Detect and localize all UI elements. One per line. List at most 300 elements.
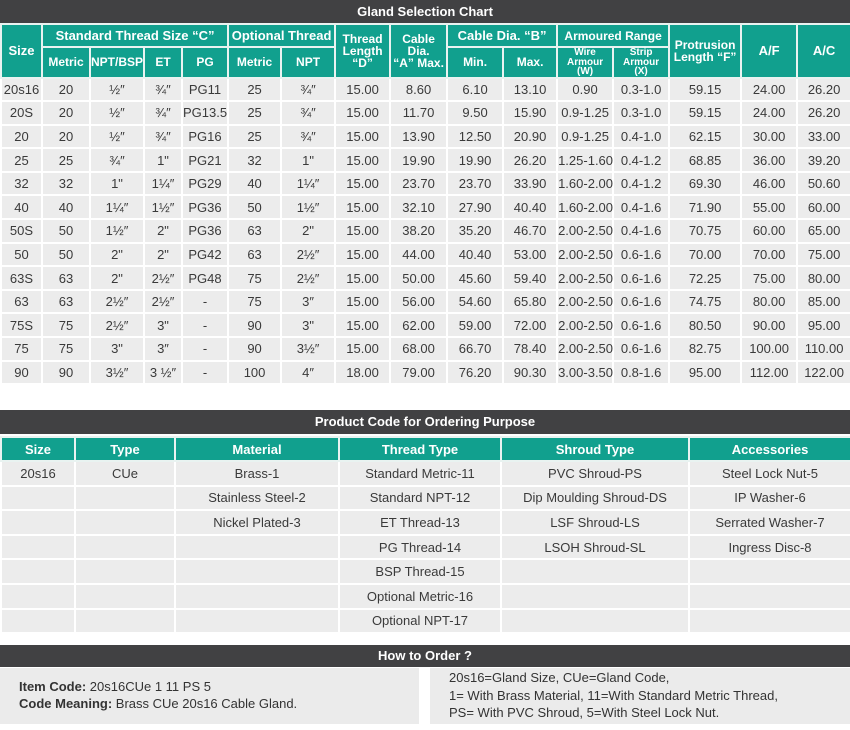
cell-size (1, 535, 75, 560)
cell-protrusion-length: 82.75 (669, 337, 741, 361)
header-protrusion-line2: Length “F” (673, 49, 737, 64)
cell-opt-npt: 2½″ (281, 266, 335, 290)
cell-std-metric: 20 (42, 78, 90, 102)
header-cable-a-line2: “A” Max. (393, 55, 444, 70)
cell-std-et: 1½″ (144, 195, 182, 219)
cell-strip-armour: 0.8-1.6 (613, 361, 669, 385)
cell-wire-armour: 2.00-2.50 (557, 313, 613, 337)
cell-ac: 110.00 (797, 337, 850, 361)
cell-opt-metric: 25 (228, 78, 281, 102)
cell-std-pg: - (182, 361, 228, 385)
cell-std-metric: 63 (42, 290, 90, 314)
cell-cable-b-max: 90.30 (503, 361, 557, 385)
cell-std-pg: - (182, 313, 228, 337)
cell-ac: 122.00 (797, 361, 850, 385)
cell-opt-metric: 50 (228, 195, 281, 219)
table-row (1, 243, 850, 267)
cell-std-pg: PG36 (182, 195, 228, 219)
table-row (1, 510, 850, 535)
header-pc-type: Type (75, 437, 175, 461)
cell-std-npt-bsp: 1¼″ (90, 195, 144, 219)
cell-std-metric: 20 (42, 125, 90, 149)
cell-std-metric: 40 (42, 195, 90, 219)
cell-std-metric: 90 (42, 361, 90, 385)
cell-size: 40 (1, 195, 42, 219)
cell-type (75, 535, 175, 560)
cell-cable-a-max: 11.70 (390, 101, 447, 125)
cell-size: 63 (1, 290, 42, 314)
gland-selection-body (1, 78, 850, 385)
cell-cable-b-max: 26.20 (503, 148, 557, 172)
cell-std-pg: PG16 (182, 125, 228, 149)
cell-std-pg: PG48 (182, 266, 228, 290)
cell-cable-a-max: 44.00 (390, 243, 447, 267)
cell-size: 63S (1, 266, 42, 290)
table-row (1, 313, 850, 337)
cell-wire-armour: 0.9-1.25 (557, 101, 613, 125)
cell-cable-b-max: 46.70 (503, 219, 557, 243)
cell-opt-metric: 63 (228, 243, 281, 267)
cell-material: Stainless Steel-2 (175, 486, 339, 511)
cell-cable-a-max: 13.90 (390, 125, 447, 149)
cell-std-npt-bsp: 1" (90, 172, 144, 196)
cell-accessories (689, 584, 850, 609)
cell-wire-armour: 3.00-3.50 (557, 361, 613, 385)
cell-strip-armour: 0.4-1.6 (613, 195, 669, 219)
table-row (1, 172, 850, 196)
cell-thread-length: 15.00 (335, 219, 390, 243)
cell-cable-a-max: 56.00 (390, 290, 447, 314)
code-meaning-line (19, 695, 419, 712)
cell-size: 75 (1, 337, 42, 361)
table-row (1, 559, 850, 584)
cell-shroud-type (501, 584, 689, 609)
cell-thread-type: PG Thread-14 (339, 535, 501, 560)
cell-thread-type: Optional NPT-17 (339, 609, 501, 634)
table-row (1, 337, 850, 361)
cell-type (75, 510, 175, 535)
cell-ac: 80.00 (797, 266, 850, 290)
cell-shroud-type: PVC Shroud-PS (501, 461, 689, 486)
cell-cable-a-max: 32.10 (390, 195, 447, 219)
how-to-order-title: How to Order ? (378, 648, 472, 663)
cell-cable-b-max: 53.00 (503, 243, 557, 267)
cell-opt-metric: 90 (228, 337, 281, 361)
cell-wire-armour: 0.9-1.25 (557, 125, 613, 149)
header-cable-dia-a (390, 24, 447, 78)
cell-accessories: IP Washer-6 (689, 486, 850, 511)
header-cable-b-max: Max. (503, 47, 557, 78)
cell-cable-b-max: 78.40 (503, 337, 557, 361)
header-thread-length-line3: “D” (352, 55, 373, 70)
header-wire-line1: Wire (574, 47, 596, 58)
cell-strip-armour: 0.3-1.0 (613, 78, 669, 102)
table-row (1, 125, 850, 149)
header-strip-line2: Armour (623, 56, 660, 68)
cell-opt-npt: ¾″ (281, 101, 335, 125)
cell-accessories: Steel Lock Nut-5 (689, 461, 850, 486)
table-row (1, 219, 850, 243)
cell-strip-armour: 0.4-1.2 (613, 148, 669, 172)
cell-ac: 26.20 (797, 78, 850, 102)
table-row (1, 148, 850, 172)
table-row (1, 290, 850, 314)
cell-opt-npt: ¾″ (281, 78, 335, 102)
cell-std-metric: 50 (42, 243, 90, 267)
header-ac: A/C (797, 24, 850, 78)
cell-af: 75.00 (741, 266, 797, 290)
cell-protrusion-length: 62.15 (669, 125, 741, 149)
cell-accessories: Ingress Disc-8 (689, 535, 850, 560)
table-row (1, 461, 850, 486)
cell-size (1, 559, 75, 584)
explanation-line: PS= With PVC Shroud, 5=With Steel Lock Nut. (449, 705, 720, 720)
product-code-table (0, 436, 850, 634)
cell-std-metric: 20 (42, 101, 90, 125)
cell-cable-b-min: 66.70 (447, 337, 503, 361)
header-std-pg: PG (182, 47, 228, 78)
product-code-title-bar (0, 410, 850, 434)
cell-cable-b-min: 9.50 (447, 101, 503, 125)
cell-material: Brass-1 (175, 461, 339, 486)
cell-size: 90 (1, 361, 42, 385)
cell-size: 50 (1, 243, 42, 267)
header-thread-length-line1: Thread (342, 31, 383, 46)
cell-protrusion-length: 71.90 (669, 195, 741, 219)
cell-std-npt-bsp: 3" (90, 337, 144, 361)
cell-accessories (689, 559, 850, 584)
cell-material: Nickel Plated-3 (175, 510, 339, 535)
cell-cable-b-min: 27.90 (447, 195, 503, 219)
cell-opt-metric: 40 (228, 172, 281, 196)
selection-chart-title-bar (0, 0, 850, 23)
cell-thread-type: Standard NPT-12 (339, 486, 501, 511)
cell-material (175, 584, 339, 609)
cell-cable-b-max: 20.90 (503, 125, 557, 149)
cell-shroud-type (501, 559, 689, 584)
cell-std-pg: - (182, 290, 228, 314)
cell-size: 50S (1, 219, 42, 243)
cell-type (75, 559, 175, 584)
cell-cable-a-max: 23.70 (390, 172, 447, 196)
cell-thread-length: 15.00 (335, 101, 390, 125)
cell-af: 24.00 (741, 101, 797, 125)
cell-wire-armour: 1.60-2.00 (557, 172, 613, 196)
cell-thread-type: Standard Metric-11 (339, 461, 501, 486)
cell-cable-b-max: 15.90 (503, 101, 557, 125)
cell-std-npt-bsp: ½″ (90, 125, 144, 149)
cell-accessories (689, 609, 850, 634)
cell-size (1, 609, 75, 634)
cell-cable-b-min: 59.00 (447, 313, 503, 337)
header-cable-a-line1: Cable Dia. (402, 31, 435, 58)
cell-size (1, 510, 75, 535)
cell-cable-a-max: 50.00 (390, 266, 447, 290)
header-protrusion-line1: Protrusion (674, 37, 736, 52)
cell-std-pg: PG42 (182, 243, 228, 267)
item-code-label: Item Code: (19, 679, 87, 694)
cell-protrusion-length: 74.75 (669, 290, 741, 314)
code-explanation-box (430, 668, 850, 724)
cell-ac: 75.00 (797, 243, 850, 267)
cell-std-et: 3" (144, 313, 182, 337)
cell-size: 25 (1, 148, 42, 172)
cell-thread-type: ET Thread-13 (339, 510, 501, 535)
header-thread-length (335, 24, 390, 78)
cell-type: CUe (75, 461, 175, 486)
cell-wire-armour: 2.00-2.50 (557, 266, 613, 290)
header-wire-armour (557, 47, 613, 78)
cell-cable-a-max: 19.90 (390, 148, 447, 172)
cell-ac: 33.00 (797, 125, 850, 149)
cell-std-metric: 75 (42, 337, 90, 361)
header-pc-thread-type: Thread Type (339, 437, 501, 461)
cell-thread-length: 15.00 (335, 243, 390, 267)
cell-ac: 95.00 (797, 313, 850, 337)
cell-std-pg: - (182, 337, 228, 361)
cell-protrusion-length: 80.50 (669, 313, 741, 337)
cell-opt-metric: 100 (228, 361, 281, 385)
cell-wire-armour: 1.60-2.00 (557, 195, 613, 219)
header-optional-thread: Optional Thread (228, 24, 335, 47)
cell-cable-a-max: 68.00 (390, 337, 447, 361)
cell-std-et: ¾″ (144, 101, 182, 125)
cell-wire-armour: 2.00-2.50 (557, 219, 613, 243)
header-af: A/F (741, 24, 797, 78)
cell-cable-b-max: 65.80 (503, 290, 557, 314)
cell-wire-armour: 1.25-1.60 (557, 148, 613, 172)
cell-opt-npt: 1" (281, 148, 335, 172)
header-cable-b-min: Min. (447, 47, 503, 78)
table-row (1, 535, 850, 560)
cell-std-et: 2" (144, 243, 182, 267)
header-strip-line1: Strip (629, 47, 653, 58)
cell-opt-npt: 4″ (281, 361, 335, 385)
cell-size: 20s16 (1, 78, 42, 102)
cell-ac: 50.60 (797, 172, 850, 196)
cell-cable-a-max: 38.20 (390, 219, 447, 243)
explanation-line: 1= With Brass Material, 11=With Standard Metric Thread, (449, 687, 778, 703)
code-meaning-label: Code Meaning: (19, 696, 113, 711)
cell-std-et: 3 ½″ (144, 361, 182, 385)
cell-std-et: 2½″ (144, 266, 182, 290)
cell-std-et: 2½″ (144, 290, 182, 314)
cell-cable-b-min: 76.20 (447, 361, 503, 385)
cell-ac: 39.20 (797, 148, 850, 172)
cell-wire-armour: 0.90 (557, 78, 613, 102)
header-std-et: ET (144, 47, 182, 78)
header-std-metric: Metric (42, 47, 90, 78)
header-armoured-range: Armoured Range (557, 24, 669, 47)
cell-type (75, 609, 175, 634)
cell-opt-npt: 2½″ (281, 243, 335, 267)
cell-af: 60.00 (741, 219, 797, 243)
cell-std-npt-bsp: 2½″ (90, 290, 144, 314)
cell-ac: 65.00 (797, 219, 850, 243)
table-row (1, 584, 850, 609)
cell-opt-metric: 75 (228, 266, 281, 290)
cell-size: 20S (1, 101, 42, 125)
cell-strip-armour: 0.6-1.6 (613, 266, 669, 290)
cell-opt-metric: 32 (228, 148, 281, 172)
cell-std-npt-bsp: 2½″ (90, 313, 144, 337)
cell-std-pg: PG36 (182, 219, 228, 243)
cell-std-pg: PG11 (182, 78, 228, 102)
table-row (1, 101, 850, 125)
cell-size: 20 (1, 125, 42, 149)
cell-protrusion-length: 59.15 (669, 78, 741, 102)
cell-thread-length: 15.00 (335, 337, 390, 361)
cell-opt-npt: 3″ (281, 290, 335, 314)
cell-opt-npt: 3" (281, 313, 335, 337)
item-code-box (0, 668, 419, 724)
cell-cable-b-max: 33.90 (503, 172, 557, 196)
cell-af: 80.00 (741, 290, 797, 314)
cell-protrusion-length: 70.00 (669, 243, 741, 267)
cell-strip-armour: 0.6-1.6 (613, 243, 669, 267)
cell-shroud-type: Dip Moulding Shroud-DS (501, 486, 689, 511)
cell-type (75, 584, 175, 609)
cell-af: 90.00 (741, 313, 797, 337)
table-row (1, 78, 850, 102)
cell-protrusion-length: 59.15 (669, 101, 741, 125)
cell-protrusion-length: 69.30 (669, 172, 741, 196)
cell-cable-a-max: 79.00 (390, 361, 447, 385)
cell-std-pg: PG29 (182, 172, 228, 196)
cell-std-npt-bsp: ½″ (90, 78, 144, 102)
item-code-line (19, 678, 419, 695)
cell-cable-b-min: 40.40 (447, 243, 503, 267)
header-cable-dia-b: Cable Dia. “B” (447, 24, 557, 47)
cell-std-metric: 32 (42, 172, 90, 196)
cell-size (1, 486, 75, 511)
cell-cable-b-min: 19.90 (447, 148, 503, 172)
header-strip-line3: (X) (634, 66, 648, 77)
cell-std-et: 1¼″ (144, 172, 182, 196)
cell-std-npt-bsp: ½″ (90, 101, 144, 125)
cell-cable-b-min: 45.60 (447, 266, 503, 290)
cell-accessories: Serrated Washer-7 (689, 510, 850, 535)
header-wire-line2: Armour (567, 56, 604, 68)
cell-protrusion-length: 68.85 (669, 148, 741, 172)
cell-std-et: 3″ (144, 337, 182, 361)
cell-opt-npt: 3½″ (281, 337, 335, 361)
cell-ac: 60.00 (797, 195, 850, 219)
cell-thread-length: 15.00 (335, 148, 390, 172)
header-pc-shroud-type: Shroud Type (501, 437, 689, 461)
cell-std-et: 2" (144, 219, 182, 243)
cell-wire-armour: 2.00-2.50 (557, 243, 613, 267)
cell-shroud-type: LSF Shroud-LS (501, 510, 689, 535)
cell-cable-a-max: 8.60 (390, 78, 447, 102)
code-meaning-value: Brass CUe 20s16 Cable Gland. (112, 696, 298, 711)
header-protrusion-length (669, 24, 741, 78)
cell-strip-armour: 0.4-1.6 (613, 219, 669, 243)
how-to-order-title-bar (0, 645, 850, 667)
cell-size (1, 584, 75, 609)
header-standard-thread: Standard Thread Size “C” (42, 24, 228, 47)
cell-thread-length: 18.00 (335, 361, 390, 385)
cell-material (175, 535, 339, 560)
header-std-npt-bsp: NPT/BSP (90, 47, 144, 78)
table-row (1, 609, 850, 634)
cell-std-metric: 63 (42, 266, 90, 290)
cell-wire-armour: 2.00-2.50 (557, 337, 613, 361)
table-row (1, 486, 850, 511)
cell-opt-metric: 63 (228, 219, 281, 243)
cell-cable-b-min: 54.60 (447, 290, 503, 314)
cell-wire-armour: 2.00-2.50 (557, 290, 613, 314)
cell-af: 70.00 (741, 243, 797, 267)
cell-std-et: ¾″ (144, 125, 182, 149)
cell-opt-npt: 2" (281, 219, 335, 243)
cell-af: 46.00 (741, 172, 797, 196)
cell-strip-armour: 0.4-1.0 (613, 125, 669, 149)
cell-std-metric: 50 (42, 219, 90, 243)
cell-thread-length: 15.00 (335, 125, 390, 149)
cell-opt-metric: 25 (228, 101, 281, 125)
explanation-line: 20s16=Gland Size, CUe=Gland Code, (449, 670, 670, 685)
cell-std-et: ¾″ (144, 78, 182, 102)
cell-opt-metric: 75 (228, 290, 281, 314)
cell-cable-b-min: 23.70 (447, 172, 503, 196)
cell-size: 75S (1, 313, 42, 337)
cell-thread-length: 15.00 (335, 172, 390, 196)
item-code-value: 20s16CUe 1 11 PS 5 (86, 679, 211, 694)
product-code-body (1, 461, 850, 633)
cell-thread-type: BSP Thread-15 (339, 559, 501, 584)
cell-cable-b-min: 6.10 (447, 78, 503, 102)
cell-type (75, 486, 175, 511)
cell-af: 112.00 (741, 361, 797, 385)
cell-protrusion-length: 70.75 (669, 219, 741, 243)
cell-strip-armour: 0.6-1.6 (613, 290, 669, 314)
cell-ac: 85.00 (797, 290, 850, 314)
cell-std-et: 1" (144, 148, 182, 172)
cell-std-npt-bsp: ¾″ (90, 148, 144, 172)
header-pc-size: Size (1, 437, 75, 461)
table-row (1, 266, 850, 290)
cell-thread-length: 15.00 (335, 266, 390, 290)
product-code-title: Product Code for Ordering Purpose (314, 414, 536, 429)
cell-size: 32 (1, 172, 42, 196)
cell-size: 20s16 (1, 461, 75, 486)
cell-cable-b-max: 59.40 (503, 266, 557, 290)
cell-std-pg: PG21 (182, 148, 228, 172)
cell-shroud-type: LSOH Shroud-SL (501, 535, 689, 560)
cell-protrusion-length: 72.25 (669, 266, 741, 290)
cell-cable-b-max: 40.40 (503, 195, 557, 219)
cell-af: 100.00 (741, 337, 797, 361)
cell-opt-npt: ¾″ (281, 125, 335, 149)
table-row (1, 361, 850, 385)
table-row (1, 195, 850, 219)
cell-std-npt-bsp: 1½″ (90, 219, 144, 243)
cell-material (175, 609, 339, 634)
cell-thread-length: 15.00 (335, 290, 390, 314)
cell-opt-metric: 25 (228, 125, 281, 149)
cell-cable-b-max: 72.00 (503, 313, 557, 337)
cell-std-npt-bsp: 2" (90, 243, 144, 267)
cell-af: 36.00 (741, 148, 797, 172)
cell-material (175, 559, 339, 584)
cell-std-npt-bsp: 3½″ (90, 361, 144, 385)
header-pc-material: Material (175, 437, 339, 461)
cell-af: 24.00 (741, 78, 797, 102)
header-pc-accessories: Accessories (689, 437, 850, 461)
cell-opt-npt: 1½″ (281, 195, 335, 219)
cell-cable-a-max: 62.00 (390, 313, 447, 337)
